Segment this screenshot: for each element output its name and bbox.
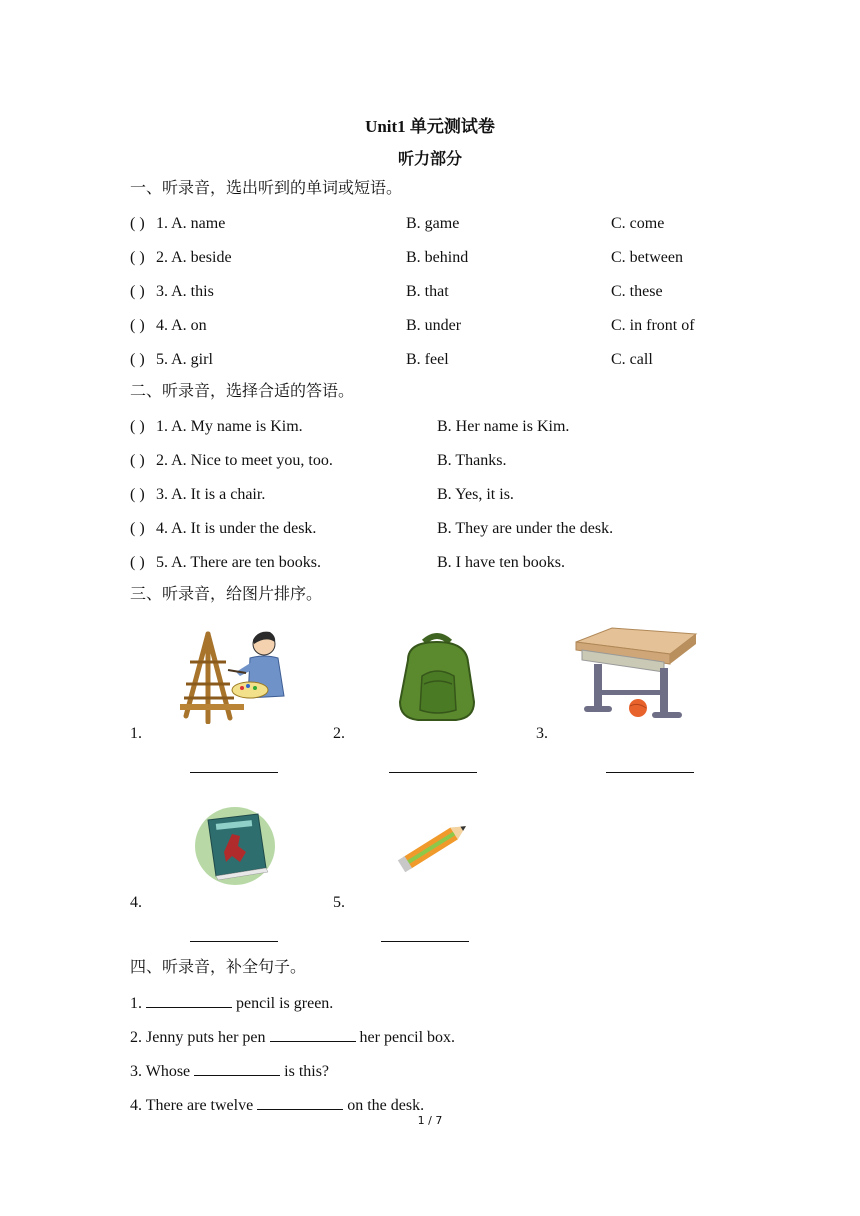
section-3-heading: 三、听录音，给图片排序。 xyxy=(130,586,323,603)
option-a: 1. A. name xyxy=(156,215,226,232)
s2-item-2 xyxy=(130,451,333,471)
sentence-start: 3. Whose xyxy=(130,1063,191,1080)
answer-blank-3[interactable] xyxy=(606,757,694,773)
painting-boy-picture xyxy=(178,628,290,724)
picture-number-2: 2. xyxy=(333,725,345,742)
answer-blank-2[interactable] xyxy=(389,757,477,773)
s2-item-5 xyxy=(130,553,321,573)
sentence-start: 4. There are twelve xyxy=(130,1097,254,1114)
picture-number-1: 1. xyxy=(130,725,142,742)
option-a: 2. A. beside xyxy=(156,249,232,266)
sentence-end: pencil is green. xyxy=(236,995,334,1012)
answer-paren[interactable]: ( ) xyxy=(130,215,145,232)
s1-item-2-option-c: C. between xyxy=(611,249,683,266)
sentence-end: her pencil box. xyxy=(359,1029,456,1046)
s1-item-3-option-c: C. these xyxy=(611,283,663,300)
answer-paren[interactable]: ( ) xyxy=(130,351,145,368)
backpack-picture xyxy=(394,632,480,722)
sentence-start: 2. Jenny puts her pen xyxy=(130,1029,266,1046)
option-a: 3. A. It is a chair. xyxy=(156,486,266,503)
picture-number-4: 4. xyxy=(130,894,142,911)
sentence-blank[interactable] xyxy=(270,1026,356,1042)
s1-item-5-option-c: C. call xyxy=(611,351,653,368)
page-title: Unit1 单元测试卷 xyxy=(365,117,495,136)
s1-item-4-option-b: B. under xyxy=(406,317,462,334)
s1-item-5-option-b: B. feel xyxy=(406,351,449,368)
s2-item-5-option-b: B. I have ten books. xyxy=(437,554,565,571)
s1-item-3-option-b: B. that xyxy=(406,283,449,300)
s1-item-3 xyxy=(130,282,214,302)
s2-item-3-option-b: B. Yes, it is. xyxy=(437,486,514,503)
sentence-blank[interactable] xyxy=(194,1060,280,1076)
answer-paren[interactable]: ( ) xyxy=(130,554,145,571)
option-a: 4. A. on xyxy=(156,317,207,334)
s1-item-2 xyxy=(130,248,232,268)
page-number: 1 / 7 xyxy=(417,1114,443,1127)
s1-item-2-option-b: B. behind xyxy=(406,249,469,266)
s1-item-4-option-c: C. in front of xyxy=(611,317,695,334)
picture-number-5: 5. xyxy=(333,894,345,911)
s2-item-1-option-b: B. Her name is Kim. xyxy=(437,418,570,435)
s2-item-4-option-b: B. They are under the desk. xyxy=(437,520,614,537)
section-subtitle: 听力部分 xyxy=(397,151,462,168)
answer-paren[interactable]: ( ) xyxy=(130,418,145,435)
answer-paren[interactable]: ( ) xyxy=(130,486,145,503)
answer-paren[interactable]: ( ) xyxy=(130,520,145,537)
fill-sentence-3 xyxy=(130,1060,329,1082)
answer-blank-4[interactable] xyxy=(190,926,278,942)
s1-item-4 xyxy=(130,316,207,336)
s2-item-4 xyxy=(130,519,316,539)
book-picture xyxy=(194,806,276,886)
desk-picture xyxy=(572,624,698,726)
option-a: 4. A. It is under the desk. xyxy=(156,520,317,537)
sentence-end: is this? xyxy=(284,1063,330,1080)
option-a: 2. A. Nice to meet you, too. xyxy=(156,452,333,469)
sentence-start: 1. xyxy=(130,995,142,1012)
answer-paren[interactable]: ( ) xyxy=(130,452,145,469)
option-a: 3. A. this xyxy=(156,283,214,300)
fill-sentence-4 xyxy=(130,1094,424,1116)
sentence-blank[interactable] xyxy=(257,1094,343,1110)
fill-sentence-2 xyxy=(130,1026,455,1048)
s1-item-1 xyxy=(130,214,225,234)
answer-paren[interactable]: ( ) xyxy=(130,283,145,300)
option-a: 5. A. girl xyxy=(156,351,213,368)
section-4-heading: 四、听录音，补全句子。 xyxy=(130,959,307,976)
option-a: 1. A. My name is Kim. xyxy=(156,418,303,435)
answer-blank-5[interactable] xyxy=(381,926,469,942)
section-2-heading: 二、听录音，选择合适的答语。 xyxy=(130,383,355,400)
answer-paren[interactable]: ( ) xyxy=(130,249,145,266)
pencil-picture xyxy=(396,818,476,874)
section-1-heading: 一、听录音，选出听到的单词或短语。 xyxy=(130,180,403,197)
s2-item-3 xyxy=(130,485,265,505)
picture-number-3: 3. xyxy=(536,725,548,742)
answer-blank-1[interactable] xyxy=(190,757,278,773)
option-a: 5. A. There are ten books. xyxy=(156,554,321,571)
s2-item-1 xyxy=(130,417,303,437)
s1-item-5 xyxy=(130,350,213,370)
sentence-end: on the desk. xyxy=(347,1097,425,1114)
sentence-blank[interactable] xyxy=(146,992,232,1008)
s1-item-1-option-c: C. come xyxy=(611,215,665,232)
s1-item-1-option-b: B. game xyxy=(406,215,460,232)
fill-sentence-1 xyxy=(130,992,333,1014)
answer-paren[interactable]: ( ) xyxy=(130,317,145,334)
s2-item-2-option-b: B. Thanks. xyxy=(437,452,507,469)
